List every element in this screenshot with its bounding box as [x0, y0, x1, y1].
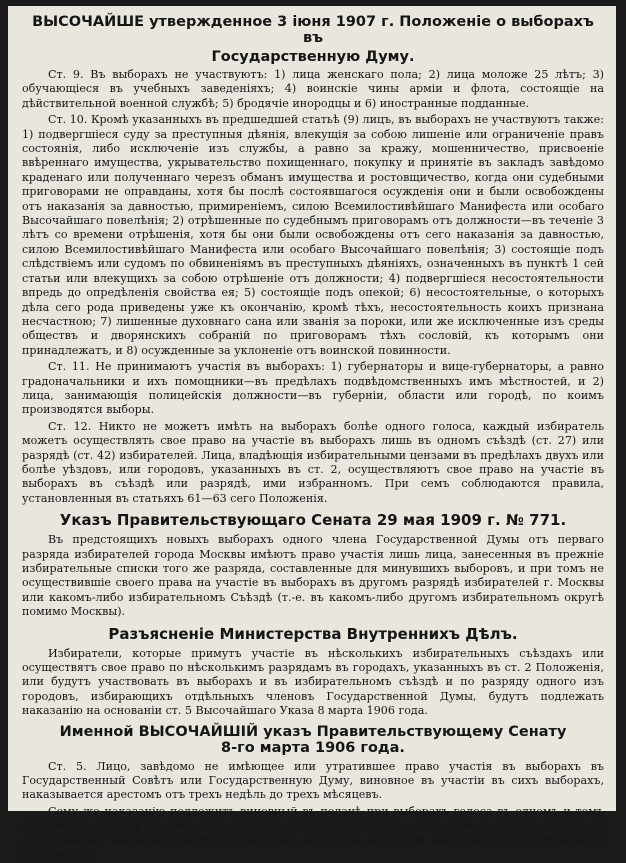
article-12: Ст. 12. Никто не можетъ имѣть на выборахъ болѣе одного голоса, каждый избиратель можетъ осуществлять свое право на участiе въ выборахъ лишь въ одномъ съѣздѣ (ст. 27) или разрядѣ (ст. 42) избирателей. Лица, владѣющiя избирательными цензами въ предѣлахъ двухъ или болѣе уѣздовъ, или городовъ, указанныхъ въ ст. 2, осуществляютъ свое право на участiе въ выборахъ въ съѣздѣ или разрядѣ, ими избранномъ. При семъ соблюдаются правила, установленныя въ статьяхъ 61—63 сего Положенiя. — [22, 419, 604, 505]
ukaz-1909-text: Въ предстоящихъ новыхъ выборахъ одного члена Государственной Думы отъ перваго разряда избирателей города Москвы имѣютъ право участiя лишь лица, занесенныя въ прежнiе избирательные списки того же разряда, составленные для минувшихъ выборовъ, и при томъ не осуществившiе своего права на участiе въ выборахъ въ другомъ разрядѣ избирателей г. Москвы или какомъ-либо избирательномъ Съѣздѣ (т.-е. въ какомъ-либо другомъ избирательномъ округѣ помимо Москвы). — [22, 533, 604, 619]
article-10: Ст. 10. Кромѣ указанныхъ въ предшедшей статьѣ (9) лицъ, въ выборахъ не участвуютъ также: 1) подвергшiеся суду за преступныя дѣянiя, влекущiя за собою лишенiе или ограниченiе правъ состоянiя, либо исключенiе изъ службы, а равно за кражу, мошенничество, присвоенiе ввѣреннаго имущества, укрывательство похищеннаго, покупку и принятiе въ закладъ завѣдомо краденаго или полученнаго черезъ обманъ имущества и ростовщичество, когда они судебными приговорами не оправданы, хотя бы послѣ состоявшагося осужденiя они и были освобождены отъ наказанiя за давностью, примиренiемъ, силою Всемилостивѣйшаго Манифеста или особаго Высочайшаго повелѣнiя; 2) отрѣшенные по судебнымъ приговорамъ отъ должности—въ теченiе 3 лѣтъ со времени отрѣшенiя, хотя бы они были освобождены отъ сего наказанiя за давностью, силою Всемилостивѣйшаго Манифеста или особаго Высочайшаго повелѣнiя; 3) состоящiе подъ слѣдствiемъ или судомъ по обвиненiямъ въ преступныхъ дѣянiяхъ, означенныхъ въ пунктѣ 1 сей статьи или влекущихъ за собою отрѣшенiе отъ должности; 4) подвергшiеся несостоятельности впредь до опредѣленiя свойства ея; 5) состоящiе подъ опекой; 6) несостоятельные, о которыхъ дѣла сего рода приведены уже къ окончанiю, кромѣ тѣхъ, несостоятельность коихъ признана несчастною; 7) лишенные духовнаго сана или званiя за пороки, или же исключенные изъ среды обществъ и дворянскихъ собранiй по приговорамъ тѣхъ сословiй, къ которымъ они принадлежатъ, и 8) осужденные за уклоненiе отъ воинской повинности. — [22, 113, 604, 357]
heading-mvd-explanation: Разъясненiе Министерства Внутреннихъ Дѣлъ. — [108, 624, 518, 643]
document-page — [8, 6, 616, 862]
article-9: Ст. 9. Въ выборахъ не участвуютъ: 1) лица женскаго пола; 2) лица моложе 25 лѣтъ; 3) обучающiеся въ учебныхъ заведенiяхъ; 4) воинскiе чины армiи и флота, состоящiе на дѣйствительной военной службѣ; 5) бродячiе инородцы и 6) иностранные подданные. — [22, 68, 604, 110]
mvd-text: Избиратели, которые примутъ участiе въ нѣсколькихъ избирательныхъ съѣздахъ или осуществятъ свое право по нѣсколькимъ разрядамъ въ городахъ, указанныхъ въ ст. 2 Положенiя, или будутъ участвовать въ выборахъ и въ избирательномъ съѣздѣ и по разряду одного изъ городовъ, избирающихъ отдѣльныхъ членовъ Государственной Думы, будутъ подлежать наказанiю на основанiи ст. 5 Высочайшаго Указа 8 марта 1906 года. — [22, 646, 604, 718]
article-11: Ст. 11. Не принимаютъ участiя въ выборахъ: 1) губернаторы и вице-губернаторы, а равно градоначальники и ихъ помощники—въ предѣлахъ подвѣдомственныхъ имъ мѣстностей, и 2) лица, занимающiя полицейскiя должности—въ губернiи, области или городѣ, по коимъ производятся выборы. — [22, 360, 604, 417]
heading-senate-ukaz-1909: Указъ Правительствующаго Сената 29 мая 1909 г. № 771. — [59, 511, 567, 530]
heading-1907-line2: Государственную Думу. — [211, 49, 415, 65]
heading-1906-line2: 8-го марта 1906 года. — [221, 739, 405, 756]
heading-1906-line1: Именной ВЫСОЧАЙШIЙ указъ Правительствующему Сенату — [59, 723, 567, 740]
heading-1907-line1: ВЫСОЧАЙШЕ утвержденное 3 iюня 1907 г. Положенiе о выборахъ въ — [32, 14, 594, 46]
article-5-continued: Сему же наказанiю подлежитъ виновный въ подачѣ при выборахъ голоса въ одномъ и томъ же избирательномъ участкѣ, собранiи или съѣздѣ болѣе одного раза, или въ подачѣ голоса по допускаемому закономъ участiю въ выборахъ за другое лицо, при завѣдомомъ отсутствiи на то полномочiя. — [22, 804, 604, 862]
article-5: Ст. 5. Лицо, завѣдомо не имѣющее или утратившее право участiя въ выборахъ въ Государственный Совѣтъ или Государственную Думу, виновное въ участiи въ сихъ выборахъ, наказывается арестомъ отъ трехъ недѣль до трехъ мѣсяцевъ. — [22, 759, 604, 802]
